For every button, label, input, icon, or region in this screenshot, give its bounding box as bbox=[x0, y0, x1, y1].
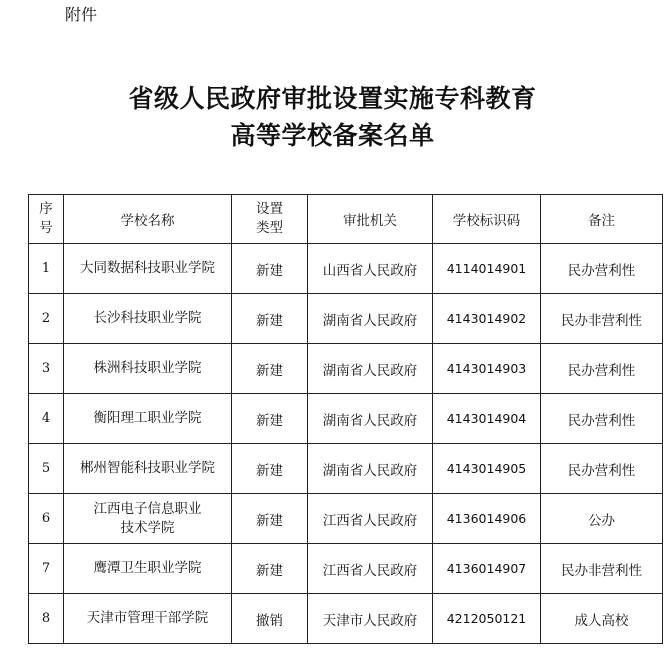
header-index-line: 序 bbox=[39, 201, 53, 217]
school-name-line: 江西电子信息职业 bbox=[93, 500, 202, 517]
table-header-row bbox=[29, 195, 663, 244]
cell-note: 民办营利性 bbox=[541, 344, 663, 394]
cell-note: 民办非营利性 bbox=[541, 544, 663, 594]
header-school-name: 学校名称 bbox=[64, 195, 232, 244]
header-setup-type-line: 设置 bbox=[256, 201, 283, 217]
cell-index: 2 bbox=[29, 294, 64, 344]
cell-setup-type: 撤销 bbox=[232, 594, 308, 644]
cell-note: 民办营利性 bbox=[541, 244, 663, 294]
cell-setup-type: 新建 bbox=[232, 294, 308, 344]
cell-approval-authority: 湖南省人民政府 bbox=[308, 444, 433, 494]
header-setup-type-line: 类型 bbox=[256, 220, 283, 236]
cell-note: 民办营利性 bbox=[541, 444, 663, 494]
cell-index: 8 bbox=[29, 594, 64, 644]
school-name-line: 郴州智能科技职业学院 bbox=[80, 460, 215, 476]
cell-approval-authority: 山西省人民政府 bbox=[308, 244, 433, 294]
cell-school-name bbox=[64, 244, 232, 294]
cell-approval-authority: 湖南省人民政府 bbox=[308, 394, 433, 444]
header-school-code: 学校标识码 bbox=[433, 195, 541, 244]
cell-approval-authority: 江西省人民政府 bbox=[308, 494, 433, 544]
cell-index: 7 bbox=[29, 544, 64, 594]
cell-school-code: 4143014902 bbox=[433, 294, 541, 344]
cell-approval-authority: 湖南省人民政府 bbox=[308, 344, 433, 394]
cell-school-name bbox=[64, 294, 232, 344]
table-row bbox=[29, 444, 663, 494]
cell-approval-authority: 天津市人民政府 bbox=[308, 594, 433, 644]
school-name-line: 衡阳理工职业学院 bbox=[93, 410, 202, 426]
school-name-line: 鹰潭卫生职业学院 bbox=[93, 560, 202, 576]
document-title-line-2: 高等学校备案名单 bbox=[230, 121, 435, 150]
cell-note: 民办非营利性 bbox=[541, 294, 663, 344]
cell-index: 5 bbox=[29, 444, 64, 494]
header-approval-authority: 审批机关 bbox=[308, 195, 433, 244]
cell-index: 3 bbox=[29, 344, 64, 394]
table-row bbox=[29, 594, 663, 644]
cell-school-name bbox=[64, 594, 232, 644]
cell-setup-type: 新建 bbox=[232, 344, 308, 394]
cell-school-code: 4143014903 bbox=[433, 344, 541, 394]
cell-index: 4 bbox=[29, 394, 64, 444]
cell-school-name bbox=[64, 344, 232, 394]
header-index-line: 号 bbox=[39, 220, 53, 236]
cell-school-name bbox=[64, 394, 232, 444]
school-filing-table bbox=[28, 194, 663, 644]
table-row bbox=[29, 494, 663, 544]
school-name-line: 株洲科技职业学院 bbox=[93, 360, 202, 376]
header-note: 备注 bbox=[541, 195, 663, 244]
cell-note: 民办营利性 bbox=[541, 394, 663, 444]
cell-school-code: 4143014905 bbox=[433, 444, 541, 494]
cell-school-name bbox=[64, 444, 232, 494]
cell-setup-type: 新建 bbox=[232, 494, 308, 544]
cell-school-code: 4143014904 bbox=[433, 394, 541, 444]
header-index bbox=[29, 195, 64, 244]
cell-index: 1 bbox=[29, 244, 64, 294]
document-title-line-1: 省级人民政府审批设置实施专科教育 bbox=[128, 84, 537, 113]
header-setup-type bbox=[232, 195, 308, 244]
school-name-line: 长沙科技职业学院 bbox=[93, 310, 202, 326]
school-name-line: 技术学院 bbox=[120, 519, 175, 536]
table-row bbox=[29, 244, 663, 294]
table-row bbox=[29, 394, 663, 444]
cell-school-code: 4114014901 bbox=[433, 244, 541, 294]
table-row bbox=[29, 344, 663, 394]
cell-setup-type: 新建 bbox=[232, 244, 308, 294]
cell-setup-type: 新建 bbox=[232, 394, 308, 444]
cell-school-code: 4136014907 bbox=[433, 544, 541, 594]
table-row bbox=[29, 544, 663, 594]
cell-approval-authority: 江西省人民政府 bbox=[308, 544, 433, 594]
school-name-line: 大同数据科技职业学院 bbox=[80, 260, 215, 276]
cell-setup-type: 新建 bbox=[232, 544, 308, 594]
cell-approval-authority: 湖南省人民政府 bbox=[308, 294, 433, 344]
cell-note: 成人高校 bbox=[541, 594, 663, 644]
cell-school-name bbox=[64, 544, 232, 594]
attachment-label: 附件 bbox=[65, 5, 98, 24]
table-row bbox=[29, 294, 663, 344]
cell-school-code: 4136014906 bbox=[433, 494, 541, 544]
cell-school-code: 4212050121 bbox=[433, 594, 541, 644]
school-name-line: 天津市管理干部学院 bbox=[86, 610, 209, 626]
cell-note: 公办 bbox=[541, 494, 663, 544]
cell-school-name bbox=[64, 494, 232, 544]
cell-setup-type: 新建 bbox=[232, 444, 308, 494]
cell-index: 6 bbox=[29, 494, 64, 544]
